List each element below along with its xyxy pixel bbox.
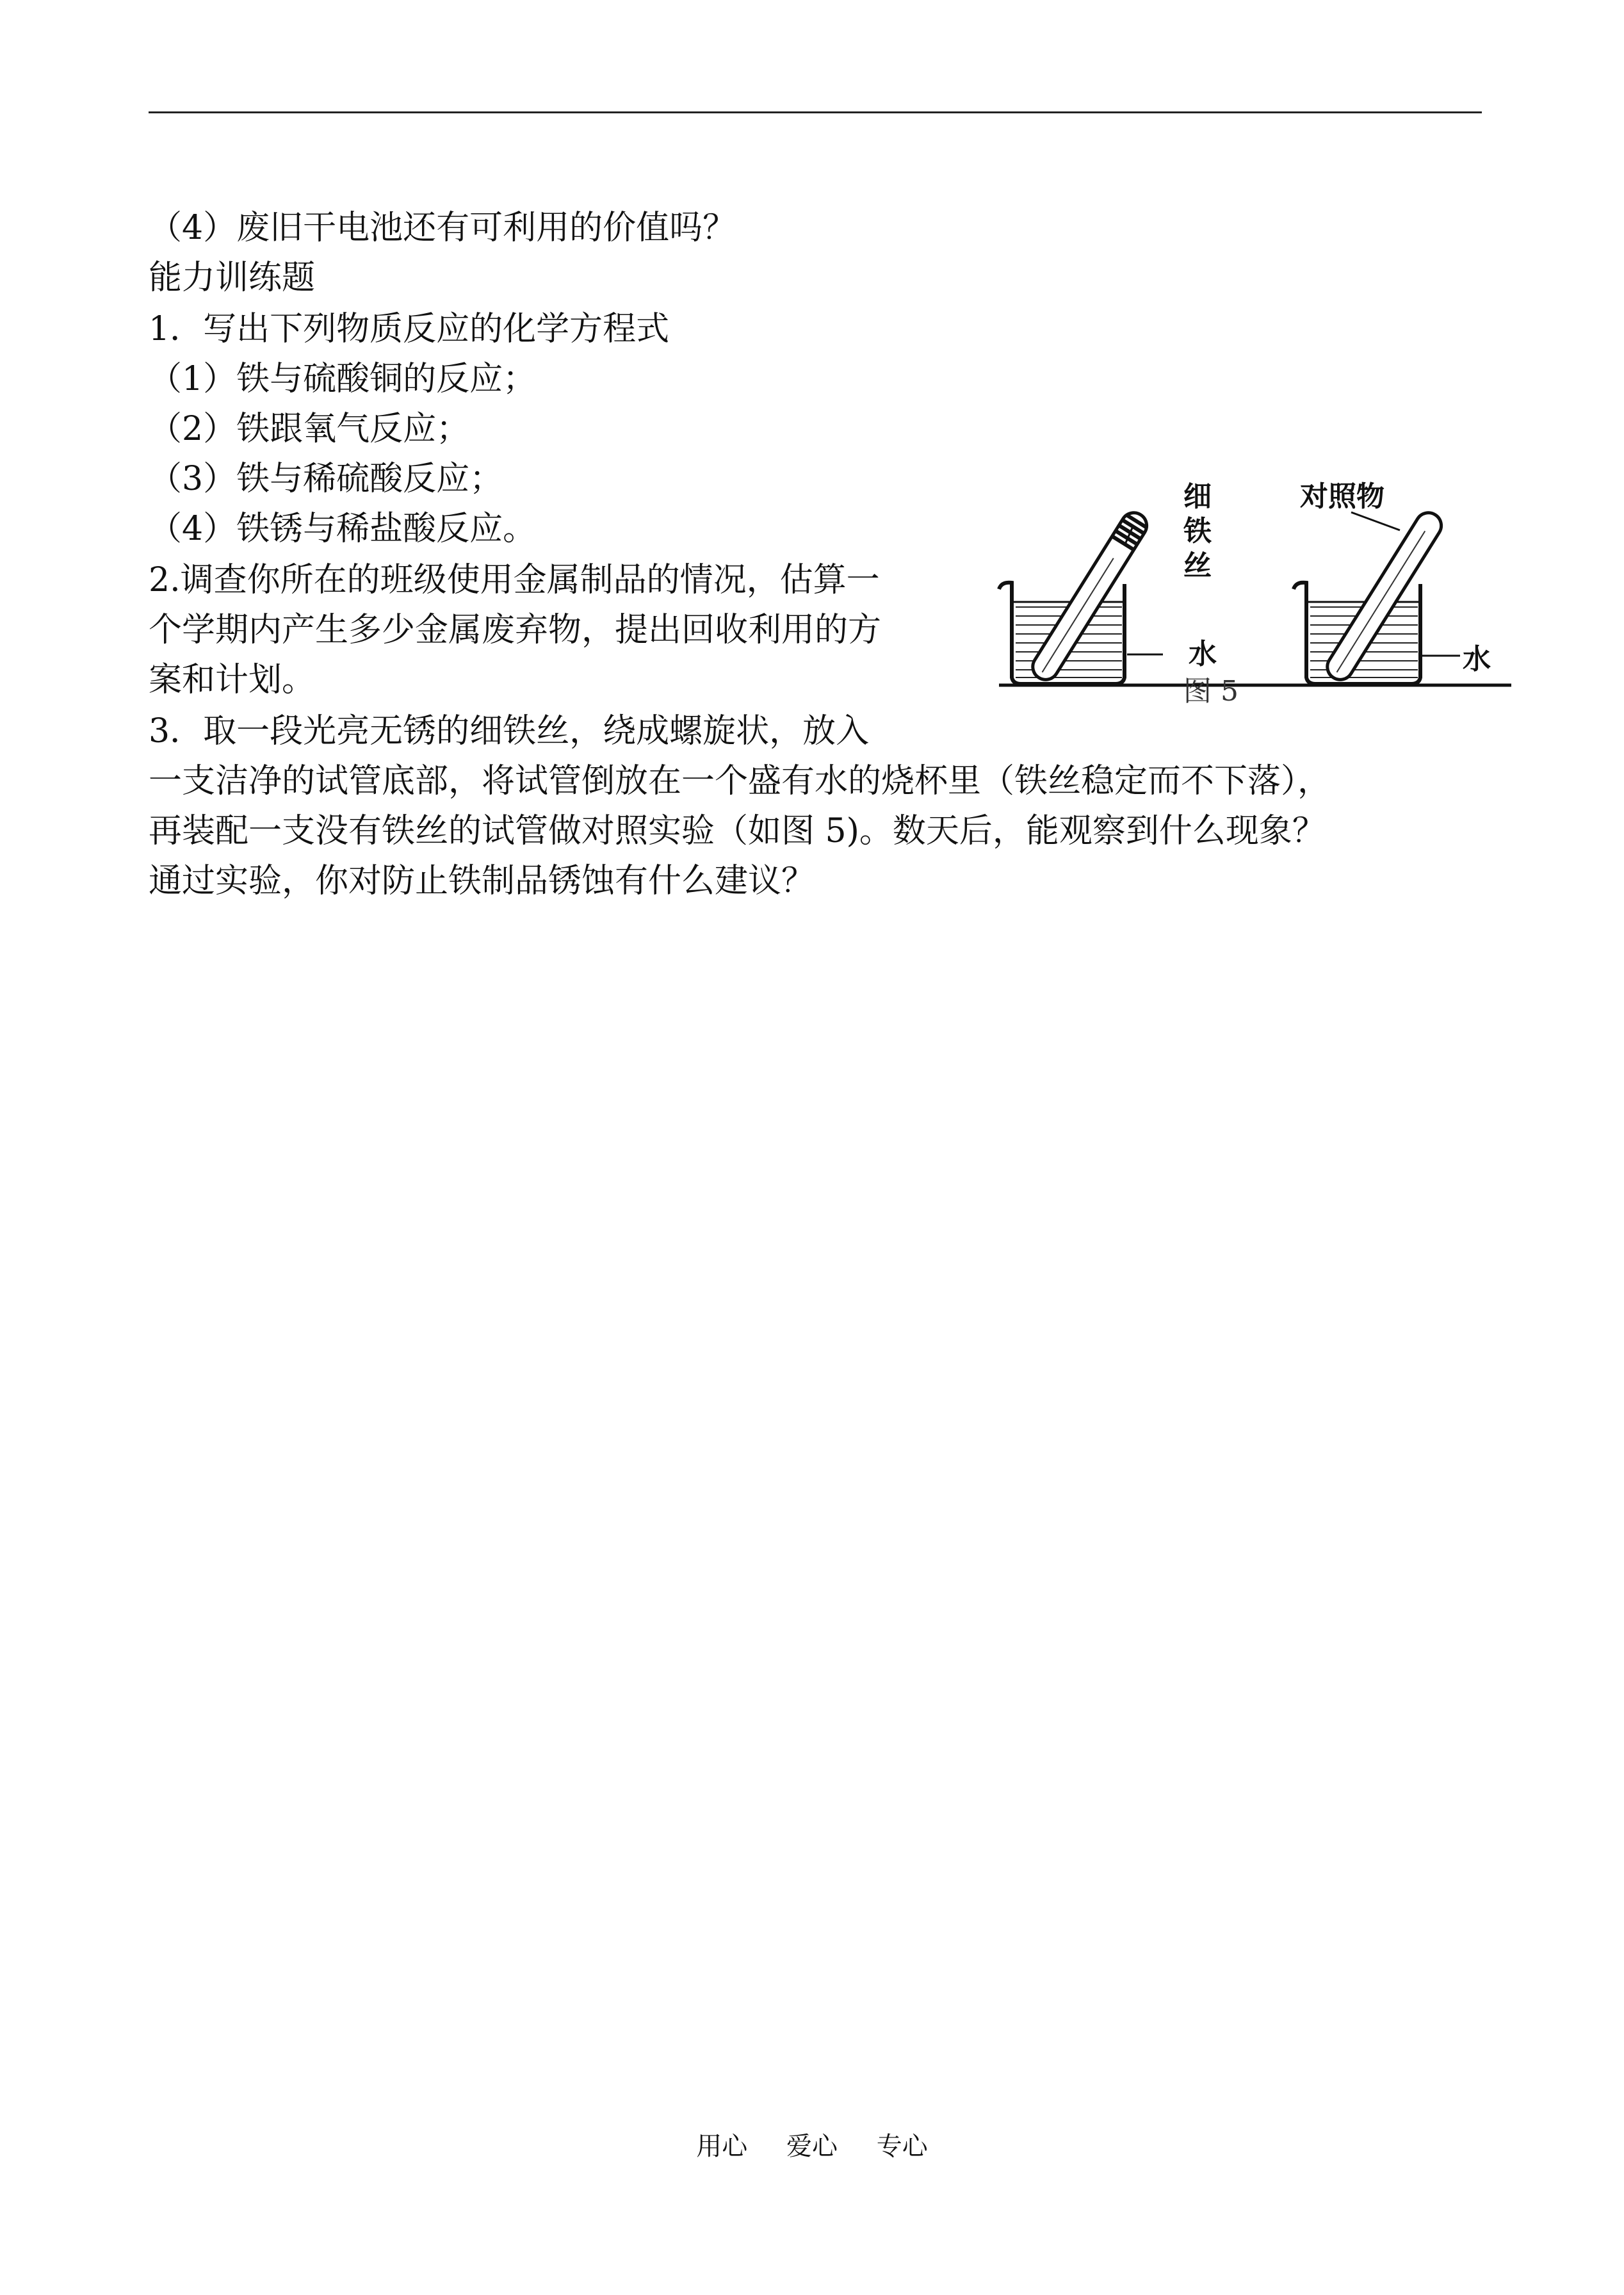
question-line: 3．取一段光亮无锈的细铁丝，绕成螺旋状，放入 bbox=[149, 712, 870, 750]
question-line: 再装配一支没有铁丝的试管做对照实验（如图 5)。数天后，能观察到什么现象？ bbox=[149, 812, 1326, 850]
footer-text: 用心 bbox=[696, 2132, 748, 2161]
figure-label-wire: 丝 bbox=[1183, 549, 1212, 582]
footer-text: 专心 bbox=[876, 2132, 928, 2161]
figure-5-illustration bbox=[973, 474, 1524, 717]
figure-label-control: 对照物 bbox=[1300, 480, 1384, 513]
question-line: （4）铁锈与稀盐酸反应。 bbox=[149, 510, 537, 548]
section-heading: 能力训练题 bbox=[149, 259, 316, 297]
header-rule bbox=[149, 111, 1482, 113]
figure-caption: 图 5 bbox=[1183, 675, 1238, 708]
question-line: 1．写出下列物质反应的化学方程式 bbox=[149, 310, 670, 348]
question-line: 案和计划。 bbox=[149, 661, 316, 699]
question-line: （3）铁与稀硫酸反应； bbox=[149, 460, 503, 498]
question-line: （4）废旧干电池还有可利用的价值吗？ bbox=[149, 209, 736, 247]
figure-label-water-right: 水 bbox=[1463, 643, 1491, 676]
question-line: （2）铁跟氧气反应； bbox=[149, 410, 470, 448]
footer-text: 爱心 bbox=[786, 2132, 838, 2161]
question-line: 通过实验，你对防止铁制品锈蚀有什么建议？ bbox=[149, 862, 815, 900]
left-beaker bbox=[999, 508, 1163, 685]
page-footer bbox=[0, 2131, 1624, 2162]
question-line: 一支洁净的试管底部，将试管倒放在一个盛有水的烧杯里（铁丝稳定而不下落）， bbox=[149, 762, 1331, 800]
figure-label-wire: 细 bbox=[1183, 480, 1212, 513]
question-line: 2.调查你所在的班级使用金属制品的情况，估算一 bbox=[149, 561, 880, 599]
question-line: 个学期内产生多少金属废弃物，提出回收利用的方 bbox=[149, 611, 882, 649]
figure-label-water-left: 水 bbox=[1189, 638, 1217, 670]
right-beaker bbox=[1294, 508, 1460, 685]
question-line: （1）铁与硫酸铜的反应； bbox=[149, 360, 537, 398]
figure-label-wire: 铁 bbox=[1183, 515, 1212, 547]
